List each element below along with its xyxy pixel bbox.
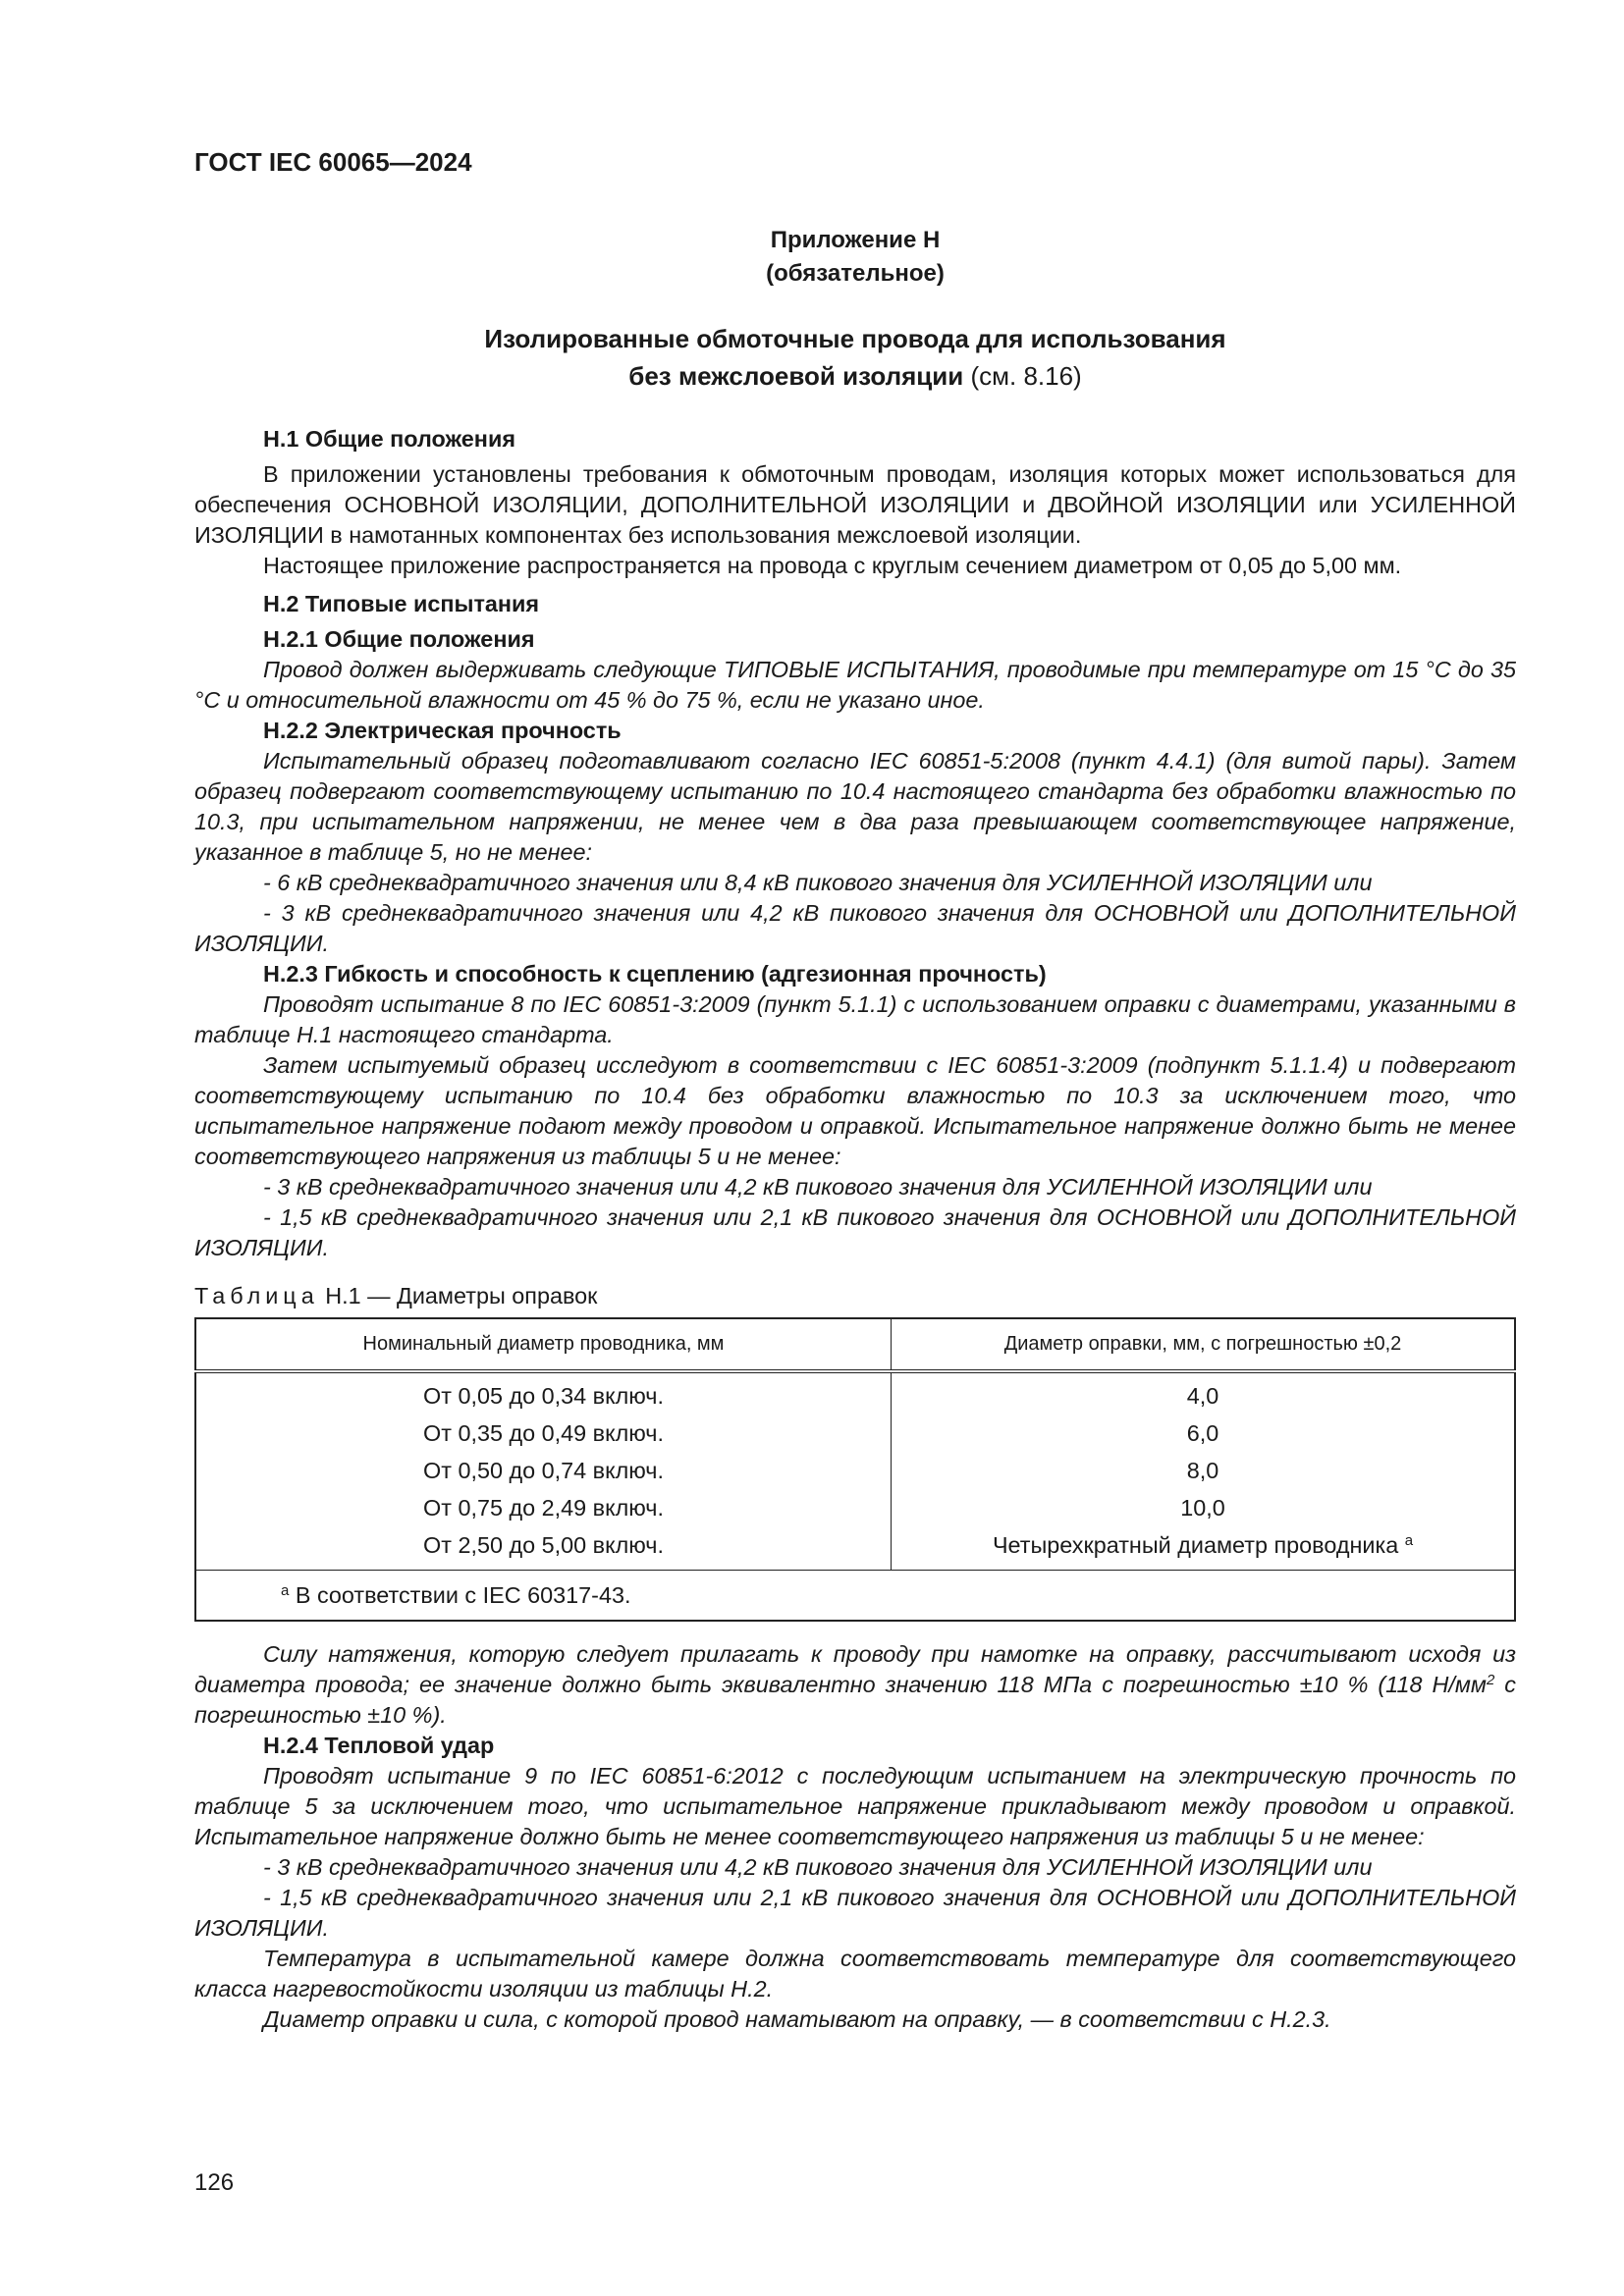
section-h23-item-2: - 1,5 кВ среднеквадратичного значения или 2,1 кВ пикового значения для ОСНОВНОЙ или ДОПОЛНИТЕЛЬНОЙ ИЗОЛЯЦИИ. [194,1204,1516,1260]
section-h23-paragraph-2: Затем испытуемый образец исследуют в соответствии с IEC 60851-3:2009 (подпункт 5.1.1.4) и подвергают соответствующему испытанию по 10.4 без обработки влажностью по 10.3 за исключением того, что испытательное напряжение подают между проводом и оправкой. Испытательное напряжение должно быть не менее соответствующего напряжения из таблицы 5 и не менее: [194,1052,1516,1169]
annex-status: (обязательное) [766,260,945,287]
table-row [195,1452,1515,1489]
table-header-row [195,1318,1515,1371]
document-body [194,424,1516,2035]
table-cell [892,1526,1516,1571]
section-h1-paragraph-1: В приложении установлены требования к обмоточным проводам, изоляция которых может использоваться для обеспечения ОСНОВНОЙ ИЗОЛЯЦИИ, ДОПОЛНИТЕЛЬНОЙ ИЗОЛЯЦИИ и ДВОЙНОЙ ИЗОЛЯЦИИ или УСИЛЕННОЙ ИЗОЛЯЦИИ в намотанных компонентах без использования межслоевой изоляции. [194,461,1516,548]
table-cell-text: Четырехкратный диаметр проводника [992,1532,1399,1558]
section-h24-item-1: - 3 кВ среднеквадратичного значения или 4,2 кВ пикового значения для УСИЛЕННОЙ ИЗОЛЯЦИИ или [263,1854,1373,1880]
section-h24-item-2: - 1,5 кВ среднеквадратичного значения или 2,1 кВ пикового значения для ОСНОВНОЙ или ДОПОЛНИТЕЛЬНОЙ ИЗОЛЯЦИИ. [194,1885,1516,1941]
table-cell: От 0,35 до 0,49 включ. [195,1415,892,1452]
annex-heading-line2 [194,357,1516,395]
section-h24-heading: Н.2.4 Тепловой удар [263,1733,495,1758]
page-number: 126 [194,2169,235,2196]
section-h22-item-2: - 3 кВ среднеквадратичного значения или 4,2 кВ пикового значения для ОСНОВНОЙ или ДОПОЛНИТЕЛЬНОЙ ИЗОЛЯЦИИ. [194,900,1516,956]
standard-header: ГОСТ IEC 60065—2024 [194,147,472,177]
annex-heading-line2-text: без межслоевой изоляции [628,361,964,391]
table-row [195,1415,1515,1452]
section-h1-paragraph-2: Настоящее приложение распространяется на провода с круглым сечением диаметром от 0,05 до 5,00 мм. [263,553,1402,578]
table-cell: От 0,05 до 0,34 включ. [195,1371,892,1415]
table-footnote-row [195,1571,1515,1622]
table-header-cell: Номинальный диаметр проводника, мм [195,1318,892,1371]
section-h22-item-1: - 6 кВ среднеквадратичного значения или 8,4 кВ пикового значения для УСИЛЕННОЙ ИЗОЛЯЦИИ или [263,870,1373,895]
table-caption-text: Н.1 — Диаметры оправок [325,1283,598,1308]
table-cell: 10,0 [1180,1495,1225,1521]
annex-heading-ref: (см. 8.16) [970,361,1082,391]
section-h22-paragraph: Испытательный образец подготавливают согласно IEC 60851-5:2008 (пункт 4.4.1) (для витой пары). Затем образец подвергают соответствующему испытанию по 10.4 настоящего стандарта без обработки влажностью по 10.3, при испытательном напряжении, не менее чем в два раза превышающем соответствующее напряжение, указанное в таблице 5, но не менее: [194,748,1516,865]
annex-title: Приложение Н [770,227,941,253]
tension-paragraph [194,1639,1516,1731]
footnote-marker: а [1404,1532,1414,1549]
section-h2-heading: Н.2 Типовые испытания [263,591,540,616]
section-h22-heading: Н.2.2 Электрическая прочность [263,718,622,743]
annex-heading [194,320,1516,395]
section-h24-paragraph-2: Температура в испытательной камере должна соответствовать температуре для соответствующего класса нагревостойкости изоляции из таблицы Н.2. [194,1946,1516,2002]
footnote-mark: а [281,1582,290,1599]
table-cell: От 0,75 до 2,49 включ. [195,1489,892,1526]
mandrel-diameter-table [194,1317,1516,1622]
tension-superscript: 2 [1486,1672,1495,1688]
annex-heading-line1: Изолированные обмоточные провода для использования [484,324,1226,353]
annex-title-block [194,224,1516,291]
section-h21-paragraph: Провод должен выдерживать следующие ТИПОВЫЕ ИСПЫТАНИЯ, проводимые при температуре от 15 °С до 35 °С и относительной влажности от 45 % до 75 %, если не указано иное. [194,657,1516,713]
table-header-cell: Диаметр оправки, мм, с погрешностью ±0,2 [892,1318,1516,1371]
table-cell: От 0,50 до 0,74 включ. [195,1452,892,1489]
table-cell: От 2,50 до 5,00 включ. [195,1526,892,1571]
section-h23-heading: Н.2.3 Гибкость и способность к сцеплению (адгезионная прочность) [263,961,1047,987]
section-h1-heading: Н.1 Общие положения [263,426,515,452]
tension-text-1: Силу натяжения, которую следует прилагать к проводу при намотке на оправку, рассчитывают исходя из диаметра провода; ее значение должно быть эквивалентно значению 118 МПа с погрешностью ±10 % (118 Н/мм [194,1641,1516,1697]
footnote-text: В соответствии с IEC 60317-43. [295,1582,631,1608]
table-row [195,1526,1515,1571]
section-h24-paragraph-3: Диаметр оправки и сила, с которой провод наматывают на оправку, — в соответствии с Н.2.3. [263,2006,1331,2032]
section-h24-paragraph-1: Проводят испытание 9 по IEC 60851-6:2012 с последующим испытанием на электрическую прочность по таблице 5 за исключением того, что испытательное напряжение прикладывают между проводом и оправкой. Испытательное напряжение должно быть не менее соответствующего напряжения из таблицы 5 и не менее: [194,1763,1516,1849]
table-row [195,1489,1515,1526]
section-h23-paragraph-1: Проводят испытание 8 по IEC 60851-3:2009 (пункт 5.1.1) с использованием оправки с диаметрами, указанными в таблице Н.1 настоящего стандарта. [194,991,1516,1047]
section-h21-heading: Н.2.1 Общие положения [263,626,535,652]
tension-text-2: с погрешностью ±10 %). [194,1672,1517,1728]
section-h23-item-1: - 3 кВ среднеквадратичного значения или 4,2 кВ пикового значения для УСИЛЕННОЙ ИЗОЛЯЦИИ или [263,1174,1373,1200]
table-cell: 6,0 [1186,1420,1219,1446]
table-caption-word: Таблица [194,1283,319,1308]
table-cell: 8,0 [1186,1458,1219,1483]
table-caption [194,1281,1516,1311]
table-row [195,1371,1515,1415]
table-footnote [195,1571,1515,1622]
table-cell: 4,0 [1186,1383,1219,1409]
